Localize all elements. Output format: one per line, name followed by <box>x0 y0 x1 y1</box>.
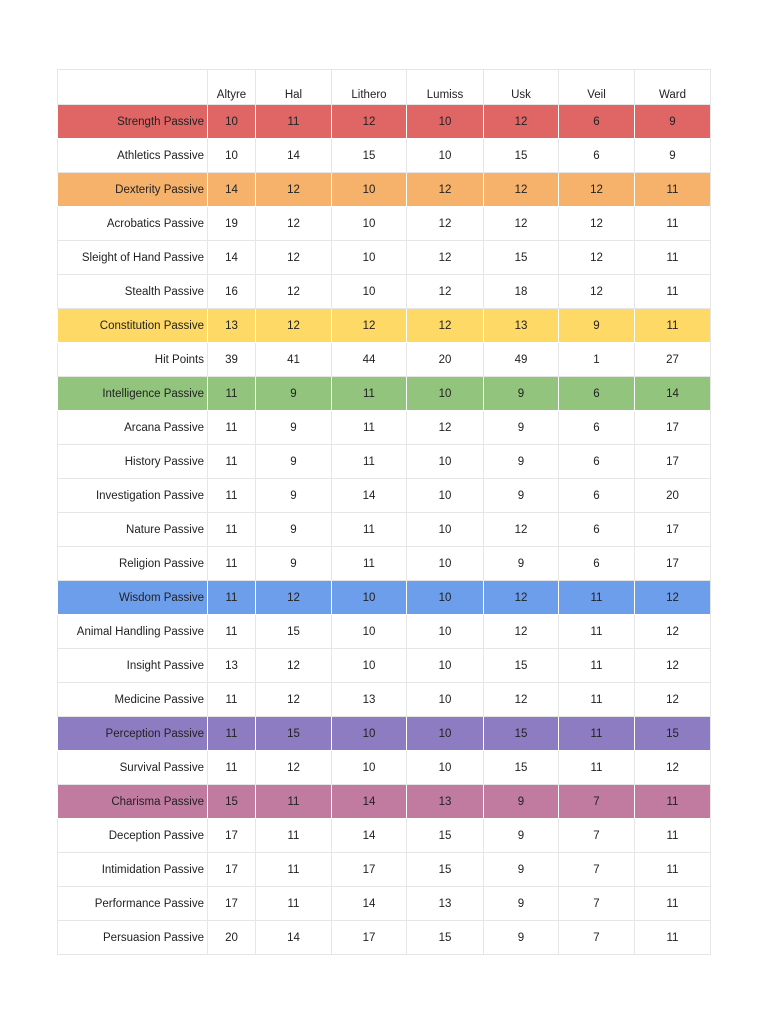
table-row <box>58 309 711 343</box>
score-cell[interactable]: 15 <box>484 751 559 785</box>
score-cell[interactable]: 16 <box>208 275 256 309</box>
table-row <box>58 241 711 275</box>
score-cell[interactable]: 13 <box>332 683 407 717</box>
score-cell[interactable]: 10 <box>407 581 484 615</box>
passive-scores-sheet <box>57 69 711 955</box>
column-header-ward[interactable]: Ward <box>635 70 711 105</box>
row-label[interactable]: Religion Passive <box>58 547 208 581</box>
score-cell[interactable]: 12 <box>635 581 711 615</box>
score-cell[interactable]: 10 <box>208 105 256 139</box>
score-cell[interactable]: 9 <box>256 513 332 547</box>
table-row <box>58 105 711 139</box>
row-label[interactable]: Athletics Passive <box>58 139 208 173</box>
score-cell[interactable]: 9 <box>484 445 559 479</box>
score-cell[interactable]: 12 <box>256 275 332 309</box>
score-cell[interactable]: 12 <box>256 173 332 207</box>
score-cell[interactable]: 9 <box>256 547 332 581</box>
score-cell[interactable]: 12 <box>484 105 559 139</box>
score-cell[interactable]: 10 <box>332 207 407 241</box>
score-cell[interactable]: 6 <box>559 445 635 479</box>
score-cell[interactable]: 9 <box>256 377 332 411</box>
score-cell[interactable]: 12 <box>256 309 332 343</box>
score-cell[interactable]: 12 <box>256 207 332 241</box>
table-row <box>58 275 711 309</box>
score-cell[interactable]: 17 <box>208 819 256 853</box>
score-cell[interactable]: 15 <box>407 819 484 853</box>
score-cell[interactable]: 10 <box>407 445 484 479</box>
score-cell[interactable]: 15 <box>256 615 332 649</box>
score-cell[interactable]: 11 <box>208 445 256 479</box>
score-cell[interactable]: 11 <box>635 819 711 853</box>
score-cell[interactable]: 14 <box>635 377 711 411</box>
score-cell[interactable]: 6 <box>559 479 635 513</box>
table-row <box>58 683 711 717</box>
score-cell[interactable]: 11 <box>208 615 256 649</box>
score-cell[interactable]: 12 <box>484 683 559 717</box>
row-label[interactable]: Charisma Passive <box>111 795 204 808</box>
score-cell[interactable]: 11 <box>256 853 332 887</box>
score-cell[interactable]: 10 <box>332 717 407 751</box>
score-cell[interactable]: 10 <box>332 173 407 207</box>
score-cell[interactable]: 15 <box>208 785 256 819</box>
table-row <box>58 513 711 547</box>
table-row <box>58 785 711 819</box>
score-cell[interactable]: 12 <box>559 275 635 309</box>
score-cell[interactable]: 18 <box>484 275 559 309</box>
row-label[interactable]: Arcana Passive <box>58 411 208 445</box>
score-cell[interactable]: 12 <box>407 309 484 343</box>
row-label[interactable]: Perception Passive <box>105 727 204 740</box>
score-cell[interactable]: 6 <box>559 547 635 581</box>
score-cell[interactable]: 12 <box>407 207 484 241</box>
score-cell[interactable]: 14 <box>332 479 407 513</box>
score-cell[interactable]: 10 <box>407 377 484 411</box>
score-cell[interactable]: 14 <box>332 819 407 853</box>
score-cell[interactable]: 9 <box>635 105 711 139</box>
score-cell[interactable]: 7 <box>559 853 635 887</box>
score-cell[interactable]: 11 <box>332 513 407 547</box>
score-cell[interactable]: 12 <box>256 649 332 683</box>
score-cell[interactable]: 17 <box>635 445 711 479</box>
column-header-altyre[interactable]: Altyre <box>208 70 256 105</box>
score-cell[interactable]: 10 <box>407 683 484 717</box>
score-cell[interactable]: 12 <box>256 683 332 717</box>
table-row <box>58 921 711 955</box>
score-cell[interactable]: 11 <box>332 377 407 411</box>
score-cell[interactable]: 12 <box>484 615 559 649</box>
score-cell[interactable]: 10 <box>332 275 407 309</box>
score-cell[interactable]: 12 <box>635 649 711 683</box>
score-cell[interactable]: 12 <box>559 173 635 207</box>
score-cell[interactable]: 9 <box>484 411 559 445</box>
row-label[interactable]: Constitution Passive <box>99 319 204 332</box>
score-cell[interactable]: 10 <box>332 751 407 785</box>
score-cell[interactable]: 11 <box>208 581 256 615</box>
score-cell[interactable]: 11 <box>332 445 407 479</box>
table-row <box>58 581 711 615</box>
score-cell[interactable]: 6 <box>559 105 635 139</box>
score-cell[interactable]: 10 <box>407 105 484 139</box>
row-label[interactable]: Deception Passive <box>58 819 208 853</box>
score-cell[interactable]: 6 <box>559 513 635 547</box>
score-cell[interactable]: 9 <box>484 479 559 513</box>
score-cell[interactable]: 7 <box>559 921 635 955</box>
score-cell[interactable]: 10 <box>407 547 484 581</box>
score-cell[interactable]: 10 <box>332 581 407 615</box>
score-cell[interactable]: 12 <box>332 105 407 139</box>
column-header-hal[interactable]: Hal <box>256 70 332 105</box>
score-cell[interactable]: 15 <box>407 853 484 887</box>
score-cell[interactable]: 13 <box>484 309 559 343</box>
score-cell[interactable]: 12 <box>635 751 711 785</box>
score-cell[interactable]: 9 <box>484 853 559 887</box>
score-cell[interactable]: 11 <box>635 887 711 921</box>
score-cell[interactable]: 11 <box>635 309 711 343</box>
score-cell[interactable]: 9 <box>256 445 332 479</box>
table-row <box>58 479 711 513</box>
score-cell[interactable]: 9 <box>256 479 332 513</box>
score-cell[interactable]: 10 <box>407 615 484 649</box>
score-cell[interactable]: 1 <box>559 343 635 377</box>
score-cell[interactable]: 12 <box>635 615 711 649</box>
row-label[interactable]: Acrobatics Passive <box>58 207 208 241</box>
score-cell[interactable]: 17 <box>635 513 711 547</box>
score-cell[interactable]: 11 <box>208 717 256 751</box>
score-cell[interactable]: 14 <box>332 887 407 921</box>
row-label[interactable]: Insight Passive <box>58 649 208 683</box>
score-cell[interactable]: 7 <box>559 785 635 819</box>
table-row <box>58 377 711 411</box>
score-cell[interactable]: 9 <box>559 309 635 343</box>
score-cell[interactable]: 10 <box>208 139 256 173</box>
score-cell[interactable]: 49 <box>484 343 559 377</box>
score-cell[interactable]: 11 <box>256 887 332 921</box>
score-cell[interactable]: 10 <box>407 139 484 173</box>
row-label[interactable]: Sleight of Hand Passive <box>58 241 208 275</box>
score-cell[interactable]: 20 <box>208 921 256 955</box>
score-cell[interactable]: 12 <box>559 241 635 275</box>
score-cell[interactable]: 9 <box>484 785 559 819</box>
score-cell[interactable]: 12 <box>484 513 559 547</box>
score-cell[interactable]: 11 <box>256 819 332 853</box>
score-cell[interactable]: 15 <box>484 139 559 173</box>
score-cell[interactable]: 11 <box>256 105 332 139</box>
row-label[interactable]: Dexterity Passive <box>115 183 204 196</box>
score-cell[interactable]: 7 <box>559 819 635 853</box>
score-cell[interactable]: 11 <box>635 173 711 207</box>
score-cell[interactable]: 15 <box>256 717 332 751</box>
row-label[interactable]: Stealth Passive <box>58 275 208 309</box>
score-cell[interactable]: 39 <box>208 343 256 377</box>
score-cell[interactable]: 11 <box>635 275 711 309</box>
score-cell[interactable]: 12 <box>332 309 407 343</box>
score-cell[interactable]: 12 <box>407 173 484 207</box>
score-cell[interactable]: 27 <box>635 343 711 377</box>
score-cell[interactable]: 13 <box>407 887 484 921</box>
score-cell[interactable]: 11 <box>559 717 635 751</box>
score-cell[interactable]: 9 <box>484 887 559 921</box>
score-cell[interactable]: 10 <box>407 717 484 751</box>
score-cell[interactable]: 17 <box>332 921 407 955</box>
score-cell[interactable]: 11 <box>635 207 711 241</box>
score-cell[interactable]: 12 <box>256 241 332 275</box>
table-row <box>58 615 711 649</box>
score-cell[interactable]: 6 <box>559 411 635 445</box>
score-cell[interactable]: 17 <box>635 411 711 445</box>
score-cell[interactable]: 7 <box>559 887 635 921</box>
score-cell[interactable]: 11 <box>635 921 711 955</box>
score-cell[interactable]: 11 <box>559 581 635 615</box>
score-cell[interactable]: 20 <box>407 343 484 377</box>
table-row <box>58 207 711 241</box>
score-cell[interactable]: 11 <box>332 411 407 445</box>
table-row <box>58 649 711 683</box>
score-cell[interactable]: 10 <box>407 479 484 513</box>
score-cell[interactable]: 12 <box>407 411 484 445</box>
score-cell[interactable]: 11 <box>208 751 256 785</box>
score-cell[interactable]: 11 <box>559 615 635 649</box>
score-cell[interactable]: 11 <box>635 241 711 275</box>
table-row <box>58 887 711 921</box>
score-cell[interactable]: 11 <box>208 411 256 445</box>
score-cell[interactable]: 19 <box>208 207 256 241</box>
score-cell[interactable]: 14 <box>332 785 407 819</box>
score-cell[interactable]: 11 <box>208 547 256 581</box>
score-cell[interactable]: 6 <box>559 377 635 411</box>
score-cell[interactable]: 12 <box>484 207 559 241</box>
score-cell[interactable]: 12 <box>407 241 484 275</box>
row-label[interactable]: Animal Handling Passive <box>58 615 208 649</box>
score-cell[interactable]: 12 <box>484 173 559 207</box>
score-cell[interactable]: 15 <box>484 649 559 683</box>
score-cell[interactable]: 10 <box>407 751 484 785</box>
row-label[interactable]: Performance Passive <box>58 887 208 921</box>
score-cell[interactable]: 9 <box>256 411 332 445</box>
table-row <box>58 173 711 207</box>
score-cell[interactable]: 11 <box>208 513 256 547</box>
score-cell[interactable]: 17 <box>332 853 407 887</box>
score-cell[interactable]: 10 <box>407 513 484 547</box>
row-label[interactable]: Investigation Passive <box>58 479 208 513</box>
table-row <box>58 853 711 887</box>
table-row <box>58 445 711 479</box>
header-row <box>58 70 711 105</box>
score-cell[interactable]: 12 <box>256 581 332 615</box>
score-cell[interactable]: 9 <box>484 819 559 853</box>
table-row <box>58 717 711 751</box>
column-header-veil[interactable]: Veil <box>559 70 635 105</box>
score-cell[interactable]: 15 <box>635 717 711 751</box>
score-cell[interactable]: 10 <box>407 649 484 683</box>
score-cell[interactable]: 17 <box>208 887 256 921</box>
row-label[interactable]: Persuasion Passive <box>58 921 208 955</box>
score-cell[interactable]: 10 <box>332 649 407 683</box>
score-cell[interactable]: 11 <box>208 377 256 411</box>
table-row <box>58 819 711 853</box>
score-cell[interactable]: 12 <box>256 751 332 785</box>
score-cell[interactable]: 9 <box>484 377 559 411</box>
score-cell[interactable]: 11 <box>559 649 635 683</box>
row-label[interactable]: Nature Passive <box>58 513 208 547</box>
score-cell[interactable]: 44 <box>332 343 407 377</box>
column-header-usk[interactable]: Usk <box>484 70 559 105</box>
score-cell[interactable]: 41 <box>256 343 332 377</box>
row-label[interactable]: Strength Passive <box>117 115 204 128</box>
score-cell[interactable]: 10 <box>332 241 407 275</box>
row-label[interactable]: Hit Points <box>58 343 208 377</box>
corner-cell[interactable] <box>58 70 208 105</box>
score-cell[interactable]: 14 <box>208 173 256 207</box>
score-cell[interactable]: 17 <box>635 547 711 581</box>
score-cell[interactable]: 13 <box>407 785 484 819</box>
score-cell[interactable]: 15 <box>484 241 559 275</box>
score-cell[interactable]: 14 <box>208 241 256 275</box>
score-cell[interactable]: 12 <box>484 581 559 615</box>
score-cell[interactable]: 11 <box>635 785 711 819</box>
row-label[interactable]: History Passive <box>58 445 208 479</box>
row-label[interactable]: Wisdom Passive <box>119 591 204 604</box>
score-cell[interactable]: 15 <box>484 717 559 751</box>
row-label[interactable]: Intelligence Passive <box>102 387 204 400</box>
table-row <box>58 751 711 785</box>
score-cell[interactable]: 11 <box>256 785 332 819</box>
row-label[interactable]: Survival Passive <box>58 751 208 785</box>
score-cell[interactable]: 11 <box>559 751 635 785</box>
score-cell[interactable]: 12 <box>559 207 635 241</box>
score-cell[interactable]: 9 <box>635 139 711 173</box>
score-cell[interactable]: 10 <box>332 615 407 649</box>
column-header-lumiss[interactable]: Lumiss <box>407 70 484 105</box>
score-cell[interactable]: 13 <box>208 649 256 683</box>
table-row <box>58 139 711 173</box>
score-cell[interactable]: 14 <box>256 921 332 955</box>
score-cell[interactable]: 15 <box>332 139 407 173</box>
score-cell[interactable]: 11 <box>559 683 635 717</box>
score-cell[interactable]: 13 <box>208 309 256 343</box>
score-cell[interactable]: 11 <box>208 479 256 513</box>
score-cell[interactable]: 11 <box>635 853 711 887</box>
score-cell[interactable]: 6 <box>559 139 635 173</box>
score-cell[interactable]: 14 <box>256 139 332 173</box>
score-cell[interactable]: 11 <box>332 547 407 581</box>
score-cell[interactable]: 12 <box>407 275 484 309</box>
table-row <box>58 547 711 581</box>
score-cell[interactable]: 9 <box>484 547 559 581</box>
score-cell[interactable]: 12 <box>635 683 711 717</box>
score-cell[interactable]: 20 <box>635 479 711 513</box>
score-cell[interactable]: 15 <box>407 921 484 955</box>
column-header-lithero[interactable]: Lithero <box>332 70 407 105</box>
table-row <box>58 411 711 445</box>
score-cell[interactable]: 17 <box>208 853 256 887</box>
score-cell[interactable]: 11 <box>208 683 256 717</box>
row-label[interactable]: Intimidation Passive <box>58 853 208 887</box>
score-cell[interactable]: 9 <box>484 921 559 955</box>
row-label[interactable]: Medicine Passive <box>58 683 208 717</box>
table-row <box>58 343 711 377</box>
